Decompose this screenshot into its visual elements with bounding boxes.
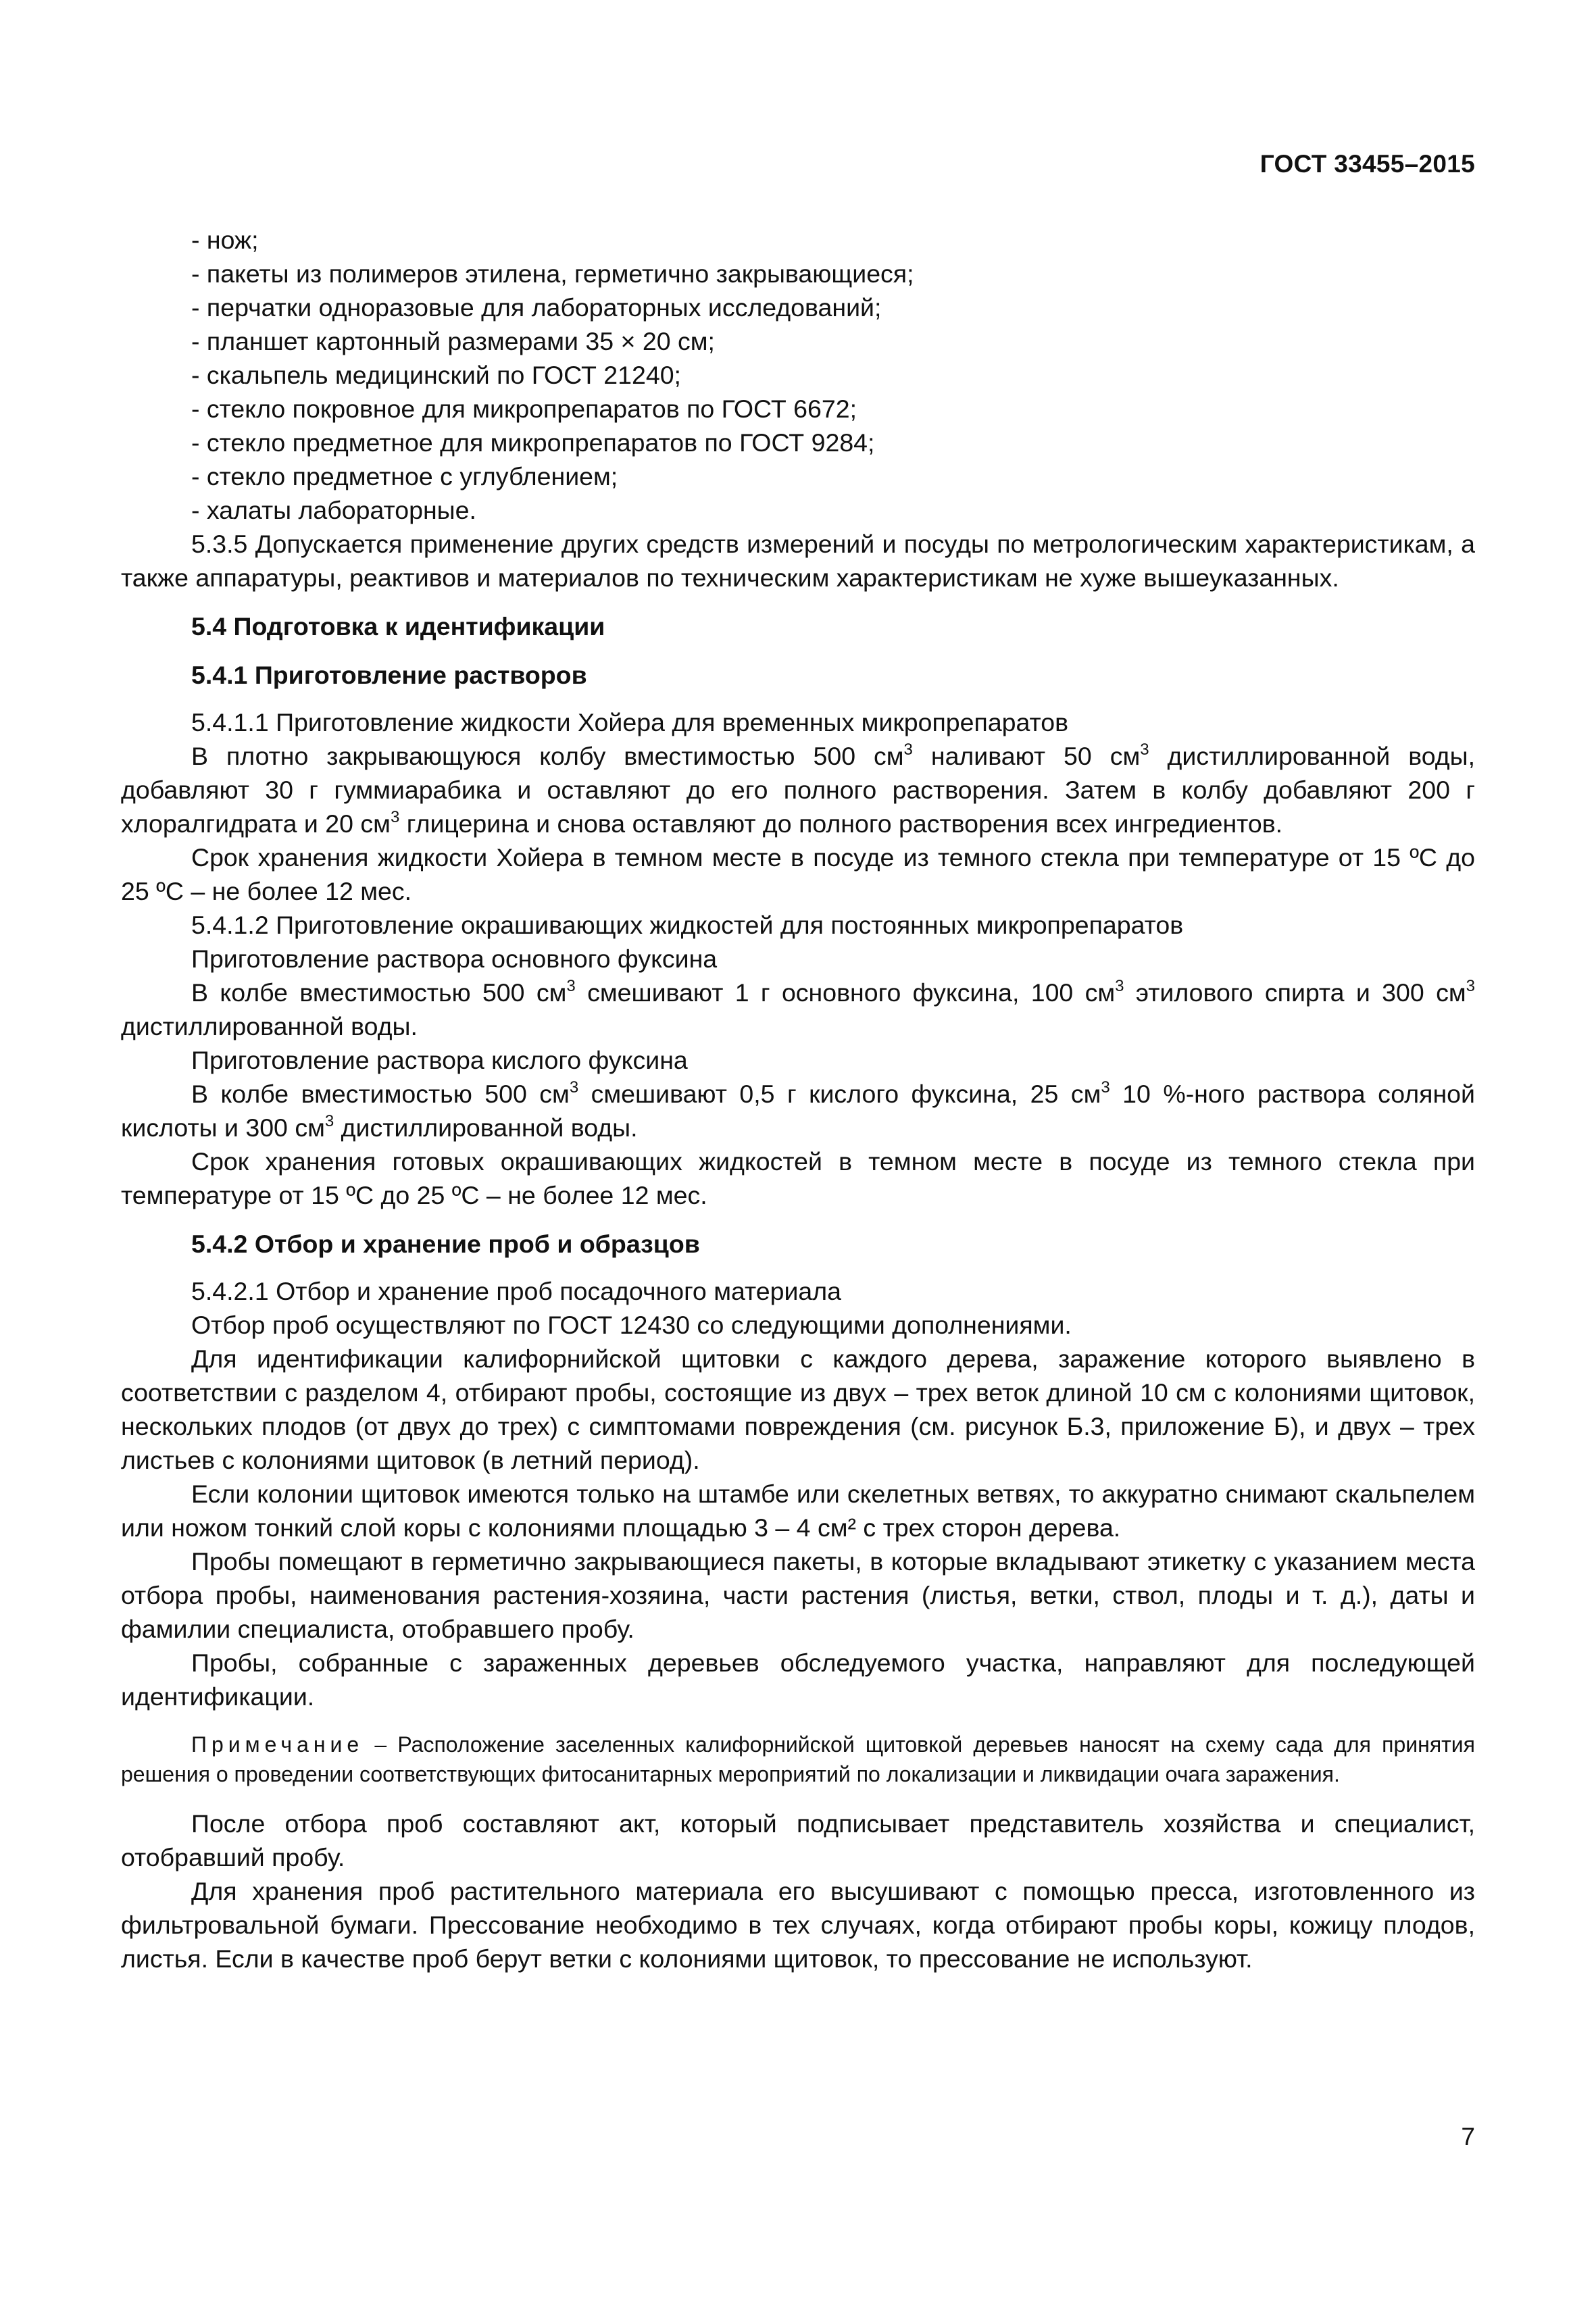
section-heading-5-4-1: 5.4.1 Приготовление растворов [191, 661, 587, 689]
paragraph-act: После отбора проб составляют акт, который подписывает представитель хозяйства и специалист, отобравший пробу. [121, 1809, 1475, 1871]
paragraph-stain-storage: Срок хранения готовых окрашивающих жидкостей в темном месте в посуде из темного стекла при температуре от 15 ºС до 25 ºС – не более 12 мес. [121, 1147, 1475, 1209]
list-item: - планшет картонный размерами 35 × 20 см; [191, 327, 715, 355]
list-item: - нож; [191, 226, 259, 254]
document-header-id: ГОСТ 33455–2015 [1260, 150, 1475, 178]
paragraph-sampling-2: Если колонии щитовок имеются только на штамбе или скелетных ветвях, то аккуратно снимают скальпелем или ножом тонкий слой коры с колониями площадью 3 – 4 см² с трех сторон дерева. [121, 1480, 1475, 1542]
paragraph-5-4-1-1-title: 5.4.1.1 Приготовление жидкости Хойера для временных микропрепаратов [191, 708, 1069, 736]
list-item: - стекло предметное для микропрепаратов по ГОСТ 9284; [191, 428, 875, 457]
paragraph-5-4-2-1-title: 5.4.2.1 Отбор и хранение проб посадочного материала [191, 1277, 842, 1305]
section-heading-5-4-2: 5.4.2 Отбор и хранение проб и образцов [191, 1230, 700, 1258]
paragraph-acid-fuchsin: В колбе вместимостью 500 $см^3$ смешивают 0,5 г кислого фуксина, 25 $см^3$ 10 %-ного раствора соляной кислоты и 300 $см^3$ дистиллированной воды. [121, 1078, 1475, 1142]
note [121, 1730, 1475, 1789]
equipment-list [121, 223, 1475, 527]
list-item: - стекло покровное для микропрепаратов по ГОСТ 6672; [191, 395, 857, 423]
list-item: - скальпель медицинский по ГОСТ 21240; [191, 361, 681, 389]
page-number: 7 [1461, 2123, 1475, 2150]
paragraph-sampling-3: Пробы помещают в герметично закрывающиеся пакеты, в которые вкладывают этикетку с указанием места отбора пробы, наименования растения-хозяина, части растения (листья, ветки, ствол, плоды и т. д.), даты и фамилии специалиста, отобравшего пробу. [121, 1547, 1475, 1643]
list-item: - перчатки одноразовые для лабораторных исследований; [191, 293, 882, 322]
list-item: - стекло предметное с углублением; [191, 462, 618, 491]
paragraph-acid-fuchsin-title: Приготовление раствора кислого фуксина [191, 1046, 688, 1074]
document-body [121, 223, 1475, 1976]
paragraph-sampling-1: Для идентификации калифорнийской щитовки с каждого дерева, заражение которого выявлено в соответствии с разделом 4, отбирают пробы, состоящие из двух – трех веток длиной 10 см с колониями щитовок, нескольких плодов (от двух до трех) с симптомами повреждения (см. рисунок Б.3, приложение Б), и двух – трех листьев с колониями щитовок (в летний период). [121, 1344, 1475, 1474]
paragraph-sampling-gost: Отбор проб осуществляют по ГОСТ 12430 со следующими дополнениями. [191, 1311, 1072, 1339]
paragraph-storage: Для хранения проб растительного материала его высушивают с помощью пресса, изготовленного из фильтровальной бумаги. Прессование необходимо в тех случаях, когда отбирают пробы коры, кожицу плодов, листья. Если в качестве проб берут ветки с колониями щитовок, то прессование не используют. [121, 1877, 1475, 1973]
paragraph-basic-fuchsin-title: Приготовление раствора основного фуксина [191, 945, 718, 973]
list-item: - пакеты из полимеров этилена, герметично закрывающиеся; [191, 259, 914, 288]
paragraph-basic-fuchsin: В колбе вместимостью 500 $см^3$ смешивают 1 г основного фуксина, 100 $см^3$ этилового спирта и 300 $см^3$ дистиллированной воды. [121, 976, 1475, 1040]
section-heading-5-4: 5.4 Подготовка к идентификации [191, 612, 605, 640]
paragraph-hoyer-preparation: В плотно закрывающуюся колбу вместимостью 500 $см^3$ наливают 50 $см^3$ дистиллированной воды, добавляют 30 г гуммиарабика и оставляют до его полного растворения. Затем в колбу добавляют 200 г хлоралгидрата и 20 $см^3$ глицерина и снова оставляют до полного растворения всех ингредиентов. [121, 740, 1475, 838]
note-text: – Расположение заселенных калифорнийской щитовкой деревьев наносят на схему сада для принятия решения о проведении соответствующих фитосанитарных мероприятий по локализации и ликвидации очага заражения. [121, 1732, 1475, 1786]
paragraph-5-3-5: 5.3.5 Допускается применение других средств измерений и посуды по метрологическим характеристикам, а также аппаратуры, реактивов и материалов по техническим характеристикам не хуже вышеуказанных. [121, 530, 1475, 592]
paragraph-hoyer-storage: Срок хранения жидкости Хойера в темном месте в посуде из темного стекла при температуре от 15 ºС до 25 ºС – не более 12 мес. [121, 843, 1475, 905]
paragraph-sampling-4: Пробы, собранные с зараженных деревьев обследуемого участка, направляют для последующей идентификации. [121, 1649, 1475, 1711]
note-label: Примечание [191, 1732, 364, 1757]
paragraph-5-4-1-2-title: 5.4.1.2 Приготовление окрашивающих жидкостей для постоянных микропрепаратов [191, 911, 1184, 939]
list-item: - халаты лабораторные. [191, 496, 476, 524]
